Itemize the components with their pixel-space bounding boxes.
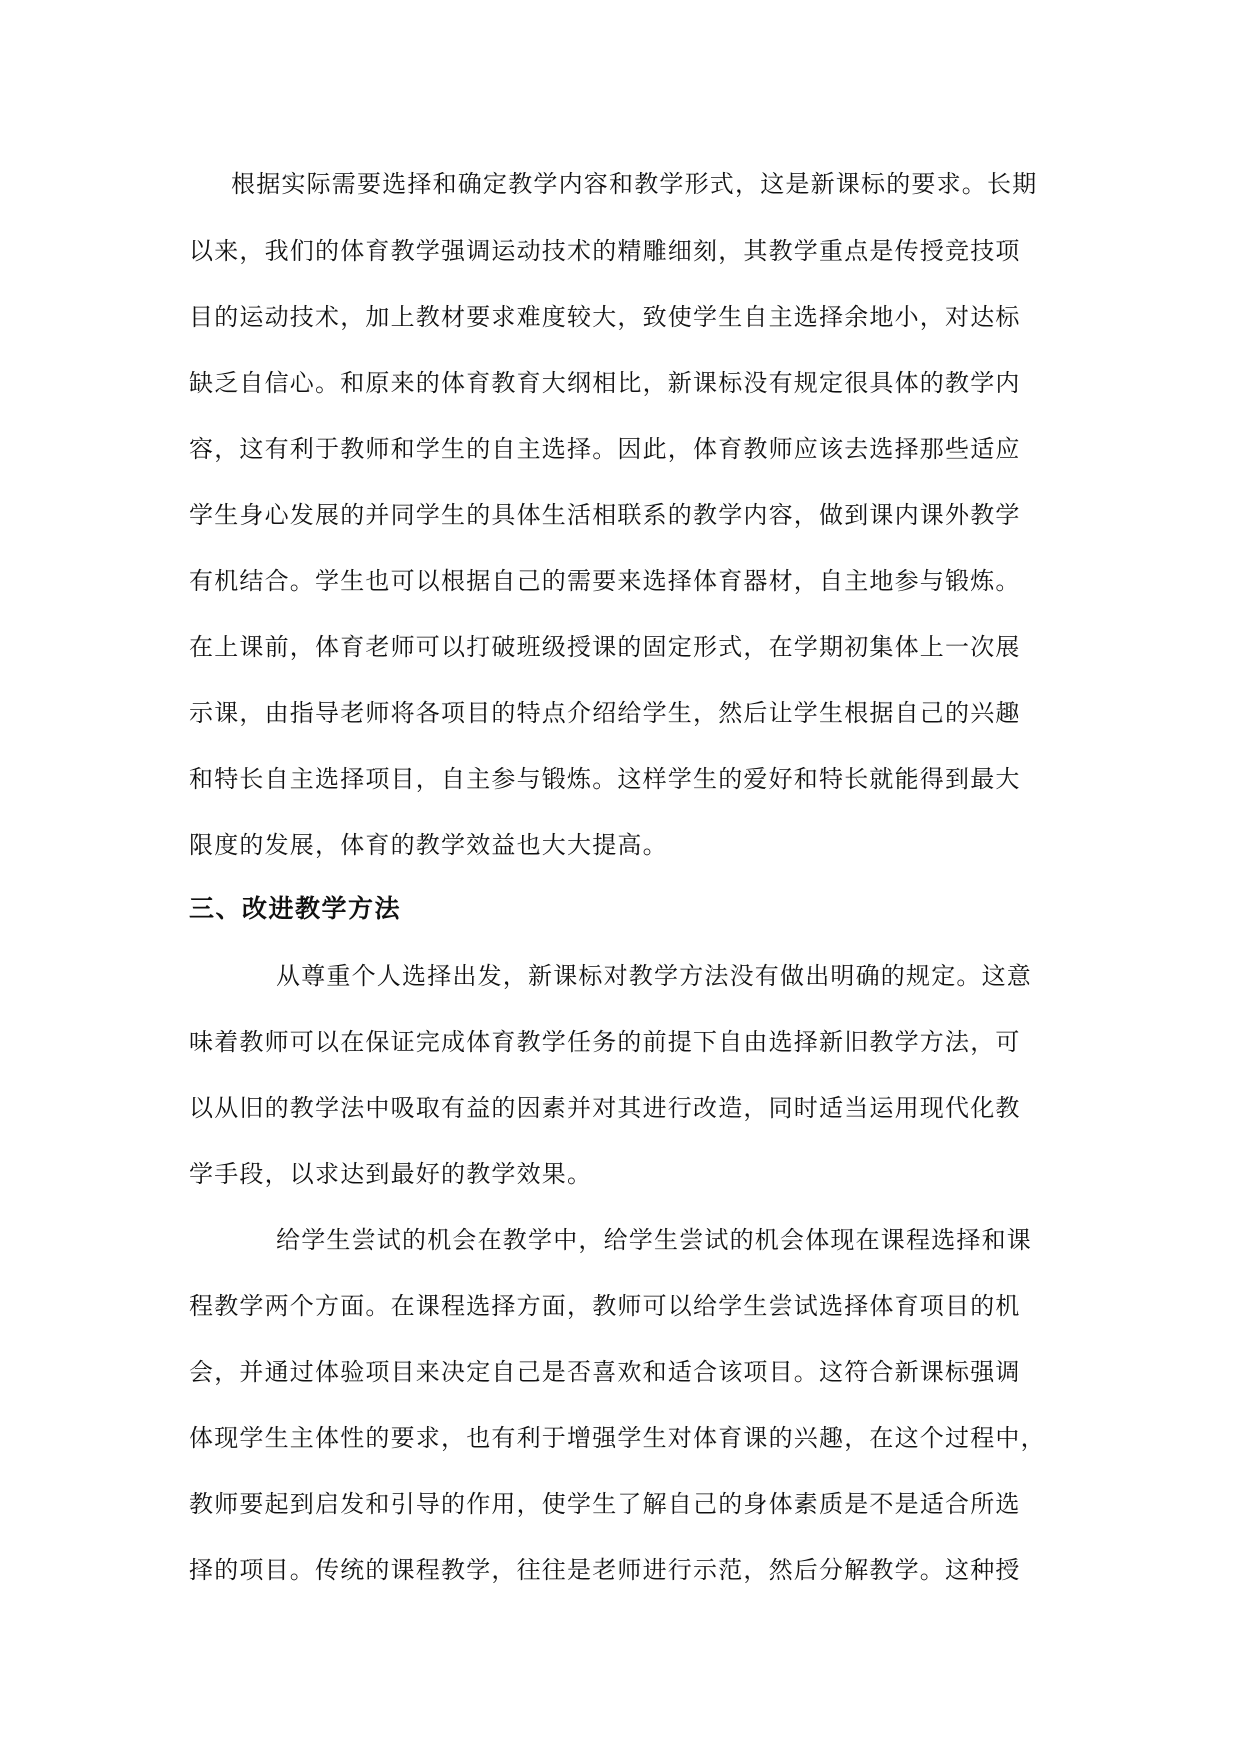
paragraph-2-line-1: 从尊重个人选择出发，新课标对教学方法没有做出明确的规定。这意 [276,962,1032,990]
paragraph-1-line-10: 和特长自主选择项目，自主参与锻炼。这样学生的爱好和特长就能得到最大 [189,765,1021,793]
paragraph-3-line-1: 给学生尝试的机会在教学中，给学生尝试的机会体现在课程选择和课 [276,1226,1032,1254]
paragraph-2-line-3: 以从旧的教学法中吸取有益的因素并对其进行改造，同时适当运用现代化教 [189,1094,1021,1122]
paragraph-3-line-4: 体现学生主体性的要求，也有利于增强学生对体育课的兴趣，在这个过程中， [189,1424,1046,1452]
paragraph-1-line-7: 有机结合。学生也可以根据自己的需要来选择体育器材，自主地参与锻炼。 [189,567,1021,595]
paragraph-1-line-4: 缺乏自信心。和原来的体育教育大纲相比，新课标没有规定很具体的教学内 [189,369,1021,397]
paragraph-1-line-2: 以来，我们的体育教学强调运动技术的精雕细刻，其教学重点是传授竞技项 [189,237,1021,265]
paragraph-1-line-5: 容，这有利于教师和学生的自主选择。因此，体育教师应该去选择那些适应 [189,435,1021,463]
section-heading: 三、改进教学方法 [189,894,402,923]
paragraph-3-line-6: 择的项目。传统的课程教学，往往是老师进行示范，然后分解教学。这种授 [189,1556,1021,1584]
paragraph-3-line-5: 教师要起到启发和引导的作用，使学生了解自己的身体素质是不是适合所选 [189,1490,1021,1518]
paragraph-2-line-2: 味着教师可以在保证完成体育教学任务的前提下自由选择新旧教学方法，可 [189,1028,1021,1056]
paragraph-1-line-1: 根据实际需要选择和确定教学内容和教学形式，这是新课标的要求。长期 [231,170,1038,198]
paragraph-1-line-11: 限度的发展，体育的教学效益也大大提高。 [189,831,668,859]
paragraph-1-line-3: 目的运动技术，加上教材要求难度较大，致使学生自主选择余地小，对达标 [189,303,1021,331]
paragraph-1-line-9: 示课，由指导老师将各项目的特点介绍给学生，然后让学生根据自己的兴趣 [189,699,1021,727]
paragraph-2-line-4: 学手段，以求达到最好的教学效果。 [189,1160,593,1188]
paragraph-3-line-3: 会，并通过体验项目来决定自己是否喜欢和适合该项目。这符合新课标强调 [189,1358,1021,1386]
paragraph-3-line-2: 程教学两个方面。在课程选择方面，教师可以给学生尝试选择体育项目的机 [189,1292,1021,1320]
paragraph-1-line-8: 在上课前，体育老师可以打破班级授课的固定形式，在学期初集体上一次展 [189,633,1021,661]
paragraph-1-line-6: 学生身心发展的并同学生的具体生活相联系的教学内容，做到课内课外教学 [189,501,1021,529]
